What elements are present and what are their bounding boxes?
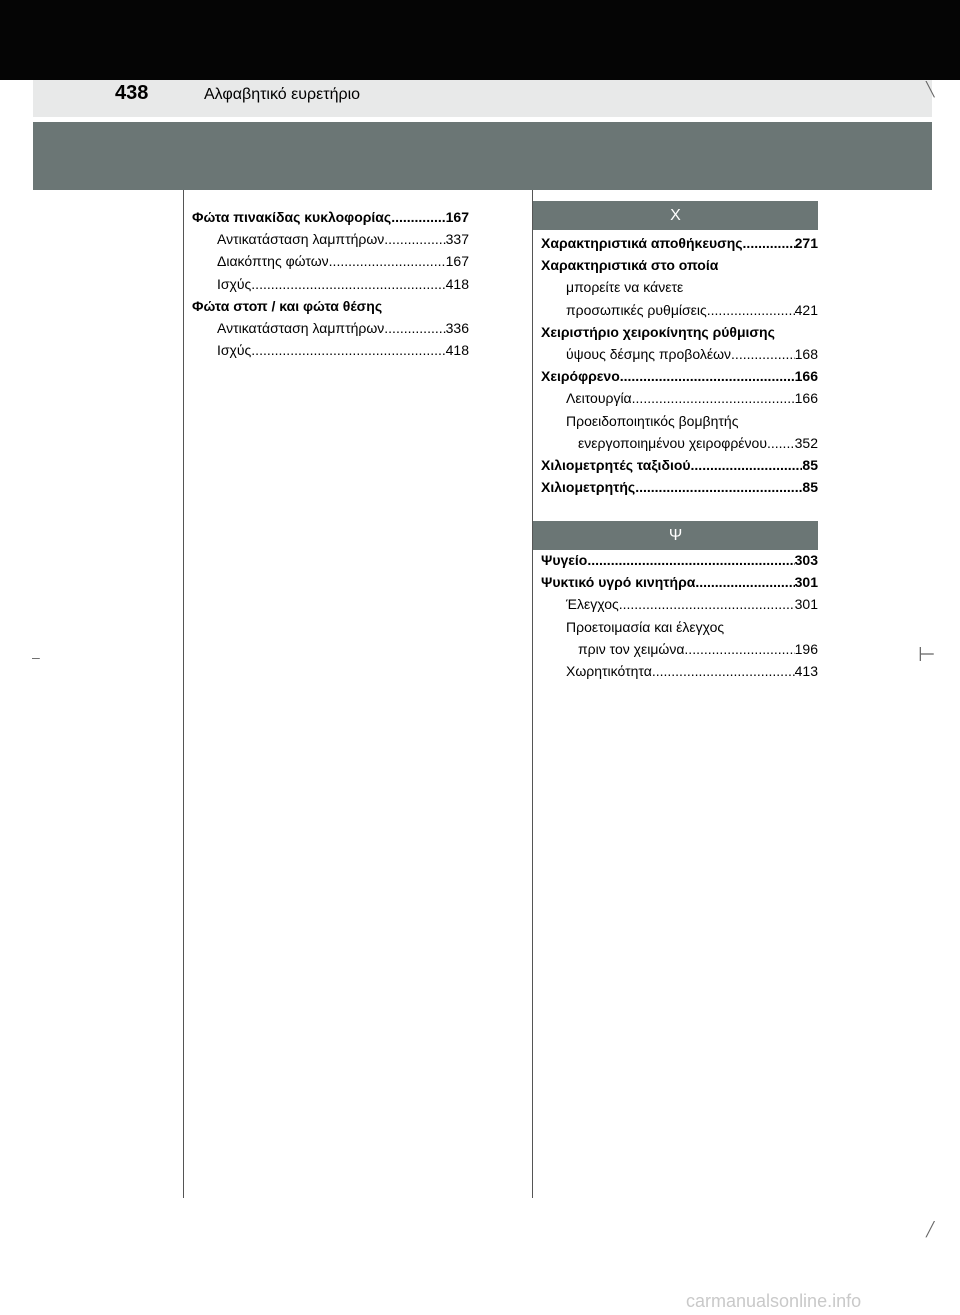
index-entry-page: 301: [794, 596, 818, 613]
index-entry-label: Ψυκτικό υγρό κινητήρα: [541, 574, 696, 591]
top-black-bar: [0, 0, 960, 80]
index-entry: [192, 295, 469, 317]
index-entry-label: ενεργοποιημένου χειροφρένου: [578, 434, 767, 451]
index-entry-page: 336: [445, 320, 469, 337]
leader-dots: [391, 206, 445, 228]
index-entry-label: Ισχύς: [217, 275, 252, 292]
index-entry-label: Φώτα στοπ / και φώτα θέσης: [192, 297, 383, 314]
index-entry: [192, 228, 469, 250]
index-entry-label: Χειριστήριο χειροκίνητης ρύθμισης: [541, 323, 775, 340]
index-entry-label: προσωπικές ρυθμίσεις: [566, 301, 707, 318]
leader-dots: [329, 250, 446, 272]
index-entry: [192, 317, 469, 339]
leader-dots: [684, 638, 794, 660]
index-entry-page: 418: [445, 275, 469, 292]
index-entry: [541, 321, 818, 343]
index-entry-page: 301: [794, 574, 818, 591]
leader-dots: [707, 299, 795, 321]
index-entry-label: Λειτουργία: [566, 390, 632, 407]
index-entry-page: 418: [445, 342, 469, 359]
page-title: Αλφαβητικό ευρετήριο: [204, 86, 361, 103]
index-entry-label: Διακόπτης φώτων: [217, 253, 329, 270]
header-band: [33, 122, 932, 190]
index-entry: [541, 454, 818, 476]
leader-dots: [620, 365, 795, 387]
index-entry-label: Αντικατάσταση λαμπτήρων: [217, 231, 385, 248]
index-entry-page: 166: [794, 368, 818, 385]
index-entry-label: Προειδοποιητικός βομβητής: [566, 412, 739, 429]
index-entry-label: Έλεγχος: [566, 596, 619, 613]
index-entry-label: Χειρόφρενο: [541, 368, 620, 385]
index-entry-page: 167: [445, 209, 469, 225]
index-entry-page: 337: [445, 231, 469, 248]
index-entry: [192, 273, 469, 295]
index-entry-page: 85: [802, 457, 818, 474]
index-entry-label: Προετοιμασία και έλεγχος: [566, 618, 725, 635]
leader-dots: [731, 343, 795, 365]
index-entry: [541, 254, 818, 276]
index-entry: [541, 549, 818, 571]
index-entry-page: 303: [794, 552, 818, 568]
index-entry: [541, 343, 818, 365]
index-entry-label: ύψους δέσμης προβολέων: [566, 346, 732, 363]
index-column-psi: [541, 549, 818, 682]
crop-mark-top-right: ╲: [926, 81, 935, 97]
index-entry: [541, 232, 818, 254]
index-entry: [541, 387, 818, 409]
header-strip: [33, 80, 935, 117]
leader-dots: [619, 593, 795, 615]
leader-dots: [251, 339, 445, 361]
index-entry: [192, 250, 469, 272]
index-entry-label: Χιλιομετρητές ταξιδιού: [541, 457, 691, 474]
section-header-x: Χ: [533, 201, 818, 230]
leader-dots: [691, 454, 803, 476]
index-entry-label: Φώτα πινακίδας κυκλοφορίας: [192, 209, 392, 225]
index-entry-page: 168: [794, 346, 818, 363]
leader-dots: [251, 273, 445, 295]
index-entry: [541, 616, 818, 638]
index-entry-page: 167: [445, 253, 469, 270]
leader-dots: [695, 571, 794, 593]
column-divider-left: [183, 190, 184, 1198]
index-entry: [541, 365, 818, 387]
index-entry-label: Ισχύς: [217, 342, 252, 359]
index-column-left: [192, 206, 469, 361]
leader-dots: [743, 232, 795, 254]
index-entry: [541, 638, 818, 660]
index-entry-page: 352: [794, 434, 818, 451]
index-column-x: [541, 232, 818, 498]
leader-dots: [767, 432, 795, 454]
index-entry-label: Χαρακτηριστικά στο οποία: [541, 257, 719, 274]
watermark-url: carmanualsonline.info: [686, 1291, 862, 1311]
index-entry: [541, 410, 818, 432]
leader-dots: [587, 549, 794, 571]
leader-dots: [632, 387, 795, 409]
index-entry-page: 421: [794, 301, 818, 318]
index-entry-label: Αντικατάσταση λαμπτήρων: [217, 320, 385, 337]
index-entry: [541, 432, 818, 454]
index-entry: [541, 593, 818, 615]
section-header-psi: Ψ: [533, 521, 818, 550]
index-entry-page: 196: [794, 640, 818, 657]
crop-mark-bottom-right: ╱: [926, 1221, 935, 1237]
index-entry-label: Χαρακτηριστικά αποθήκευσης: [541, 235, 743, 251]
column-divider-right: [532, 190, 533, 1198]
leader-dots: [652, 660, 795, 682]
index-entry-page: 85: [802, 479, 818, 496]
index-entry-label: πριν τον χειμώνα: [578, 640, 685, 657]
leader-dots: [384, 228, 445, 250]
index-entry: [192, 206, 469, 228]
leader-dots: [635, 476, 802, 498]
page-number: 438: [115, 82, 149, 104]
leader-dots: [384, 317, 445, 339]
index-entry-label: Χωρητικότητα: [566, 663, 652, 680]
index-entry: [541, 660, 818, 682]
index-entry-page: 271: [794, 235, 818, 251]
index-entry-label: Χιλιομετρητής: [541, 479, 636, 496]
index-entry: [192, 339, 469, 361]
crop-mark-left: –: [32, 649, 40, 665]
index-entry-page: 413: [794, 663, 818, 680]
index-entry: [541, 571, 818, 593]
index-entry: [541, 299, 818, 321]
index-entry: [541, 276, 818, 298]
index-entry-label: Ψυγείο: [541, 552, 588, 568]
index-entry-label: μπορείτε να κάνετε: [566, 279, 684, 296]
index-entry: [541, 476, 818, 498]
registration-mark-right: ⊢: [918, 644, 936, 666]
index-entry-page: 166: [794, 390, 818, 407]
